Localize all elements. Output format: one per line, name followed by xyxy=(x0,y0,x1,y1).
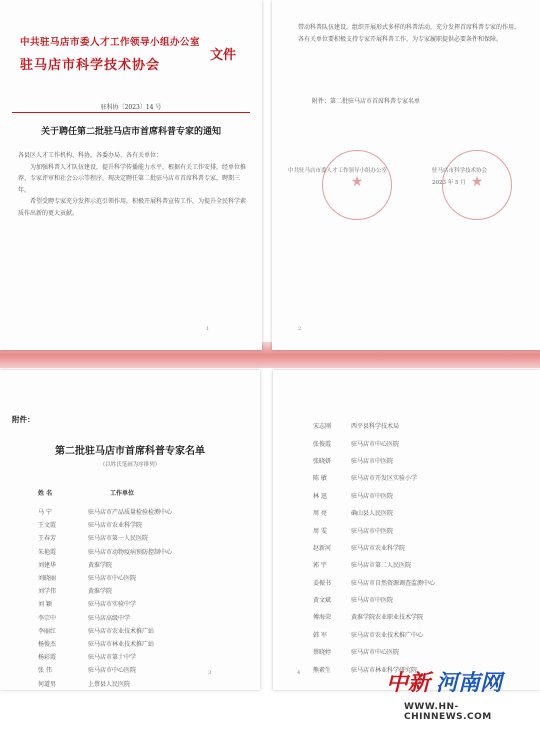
expert-unit: 驻马店市农业技术推广中心 xyxy=(351,631,424,639)
expert-unit: 驻马店市第十中学 xyxy=(88,654,137,662)
document-number: 驻科协〔2023〕14 号 xyxy=(100,104,162,111)
expert-unit: 驻马店市第二人民医院 xyxy=(351,562,412,570)
expert-unit: 驻马店市林业科学研究院 xyxy=(351,666,418,674)
expert-name: 郭 宇 xyxy=(313,562,327,570)
expert-name: 李丽红 xyxy=(38,627,57,635)
body-paragraph: 为加强科普人才队伍建设，提升科学传播能力水平，根据有关工作安排，经单位推荐、专家评审和社会公示等程序，现决定聘任第二批驻马店市首席科普专家，聘期三年。 xyxy=(18,163,247,194)
seal-star-icon: ★ xyxy=(470,174,484,190)
expert-unit: 驻马店市中心医院 xyxy=(351,440,400,448)
list-item xyxy=(38,611,248,624)
list-item xyxy=(38,624,248,637)
expert-unit: 驻马店市产品质量检验检测中心 xyxy=(88,509,173,517)
column-header-unit: 工作单位 xyxy=(110,490,135,497)
notice-body-continued xyxy=(298,22,524,45)
list-item xyxy=(38,505,248,518)
expert-unit: 驻马店市中医院 xyxy=(351,457,394,465)
expert-unit: 驻马店市中医院 xyxy=(351,492,394,500)
list-title: 第二批驻马店市首席科普专家名单 xyxy=(55,446,205,457)
list-item xyxy=(313,417,523,434)
expert-name: 杨俊杰 xyxy=(38,640,57,648)
signing-org-right: 驻马店市科学技术协会 xyxy=(432,168,488,174)
expert-unit: 驻马店市开发区实验小学 xyxy=(351,475,418,483)
list-item xyxy=(38,531,248,544)
expert-name: 周 雯 xyxy=(313,527,327,535)
list-subtitle: （以姓氏笔画为序排列） xyxy=(99,462,161,468)
expert-unit: 黄淮学院 xyxy=(88,561,113,569)
page-number: 4 xyxy=(297,670,301,676)
expert-name: 宋志刚 xyxy=(313,423,332,431)
list-item xyxy=(313,469,523,486)
list-item xyxy=(38,545,248,558)
expert-name: 傅海荣 xyxy=(313,614,332,622)
document-page-2 xyxy=(272,0,540,350)
notice-title: 关于聘任第二批驻马店市首席科普专家的通知 xyxy=(40,127,221,137)
logo-text-blue: 河南网 xyxy=(436,670,503,696)
expert-unit: 驻马店市林业技术推广站 xyxy=(88,640,155,648)
expert-unit: 驻马店市中心医院 xyxy=(88,575,137,583)
document-page-1 xyxy=(0,0,262,350)
expert-name: 周 亮 xyxy=(313,510,327,518)
list-item xyxy=(38,650,248,663)
expert-unit: 黄淮学院农业职业技术学院 xyxy=(351,614,424,622)
page-number: 2 xyxy=(298,326,302,332)
expert-name: 马 宁 xyxy=(38,509,52,517)
expert-list-continued xyxy=(313,417,523,678)
expert-unit: 驻马店市农业技术推广站 xyxy=(88,627,155,635)
expert-name: 朱艳霞 xyxy=(38,548,57,556)
list-item xyxy=(38,558,248,571)
list-item xyxy=(313,452,523,469)
expert-unit: 驻马店市农业科学院 xyxy=(351,544,406,552)
list-item xyxy=(313,539,523,556)
list-item xyxy=(313,591,523,608)
expert-unit: 黄淮学院 xyxy=(88,588,113,596)
site-logo xyxy=(386,666,502,697)
expert-unit: 驻马店市中心医院 xyxy=(88,667,137,675)
header-file-word: 文件 xyxy=(210,48,237,63)
expert-name: 张晓妍 xyxy=(313,457,332,465)
expert-unit: 驻马店市自然资源调查监测中心 xyxy=(351,579,436,587)
expert-name: 张 伟 xyxy=(38,667,52,675)
header-org-line-2: 驻马店市科学技术协会 xyxy=(20,58,161,73)
body-paragraph: 各县区人才工作机构、科协，各委办局、各有关单位： xyxy=(18,152,163,159)
list-item xyxy=(313,434,523,451)
expert-name: 刘学伟 xyxy=(38,588,57,596)
expert-name: 黄文斌 xyxy=(313,597,332,605)
signing-date: 2023 年 5 月 xyxy=(432,180,466,186)
expert-unit: 驻马店市第一人民医院 xyxy=(88,535,149,543)
body-paragraph: 带动科普队伍建设，组织开展形式多样的科普活动，充分发挥首席科普专家的作用。各有关单位要积极支持专家开展科普工作，为专家履职提供必要条件和保障。 xyxy=(298,24,521,43)
list-item xyxy=(313,487,523,504)
expert-unit: 确山县人民医院 xyxy=(351,510,394,518)
attachment-label: 附件： xyxy=(12,415,35,424)
expert-name: 刘晓丽 xyxy=(38,575,57,583)
expert-name: 韩 军 xyxy=(313,631,327,639)
expert-name: 熊素生 xyxy=(313,666,332,674)
seal-star-icon: ★ xyxy=(350,174,364,190)
document-page-4 xyxy=(273,370,540,690)
red-divider xyxy=(12,112,250,113)
header-org-line-1: 中共驻马店市委人才工作领导小组办公室 xyxy=(20,37,201,48)
attachment-line: 附件：第二批驻马店市首席科普专家名单 xyxy=(312,98,421,105)
logo-text-red: 中新 xyxy=(386,670,431,696)
list-item xyxy=(313,643,523,660)
expert-unit: 西平县科学技术局 xyxy=(351,423,400,431)
expert-name: 陈 敏 xyxy=(313,475,327,483)
expert-unit: 驻马店市实验中学 xyxy=(88,601,137,609)
expert-list xyxy=(38,505,248,690)
list-item xyxy=(313,626,523,643)
list-item xyxy=(313,504,523,521)
list-item xyxy=(38,676,248,689)
expert-name: 王春芳 xyxy=(38,535,57,543)
expert-name: 林 迅 xyxy=(313,492,327,500)
list-item xyxy=(313,608,523,625)
expert-unit: 驻马店高级中学 xyxy=(88,614,131,622)
site-url: WWW.HN-CHINNEWS.COM xyxy=(404,702,492,722)
expert-unit: 驻马店市农业科学院 xyxy=(88,522,143,530)
expert-unit: 驻马店市中医院 xyxy=(351,597,394,605)
expert-unit: 上蔡县人民医院 xyxy=(88,680,131,688)
list-item xyxy=(313,574,523,591)
body-paragraph: 希望受聘专家充分发挥示范引领作用，积极开展科普宣传工作，为提升全民科学素质作出新的更大贡献。 xyxy=(18,198,247,217)
notice-body xyxy=(18,150,246,219)
expert-unit: 驻马店市中心医院 xyxy=(351,649,400,657)
list-item xyxy=(313,556,523,573)
list-item xyxy=(38,518,248,531)
expert-name: 李宗中 xyxy=(38,614,57,622)
expert-name: 张俊霞 xyxy=(313,440,332,448)
signing-org-left: 中共驻马店市委人才工作领导小组办公室 xyxy=(288,168,388,174)
column-header-name: 姓 名 xyxy=(38,490,53,497)
expert-name: 刘 颖 xyxy=(38,601,52,609)
list-item xyxy=(38,637,248,650)
page-number: 1 xyxy=(206,326,210,332)
list-item xyxy=(38,584,248,597)
expert-name: 王文霞 xyxy=(38,522,57,530)
list-item xyxy=(38,571,248,584)
document-page-3 xyxy=(0,370,260,690)
list-item xyxy=(313,521,523,538)
expert-name: 杨彩霞 xyxy=(38,654,57,662)
expert-name: 赵新河 xyxy=(313,544,332,552)
expert-unit: 驻马店市中医院 xyxy=(351,527,394,535)
page-number: 3 xyxy=(208,670,212,676)
official-seal-left xyxy=(322,150,392,220)
expert-name: 姜振书 xyxy=(313,579,332,587)
list-item xyxy=(38,663,248,676)
expert-name: 何道男 xyxy=(38,680,57,688)
expert-unit: 驻马店市动物疫病预防控制中心 xyxy=(88,548,173,556)
expert-name: 蔡晓婷 xyxy=(313,649,332,657)
list-item xyxy=(38,597,248,610)
expert-name: 刘建华 xyxy=(38,561,57,569)
